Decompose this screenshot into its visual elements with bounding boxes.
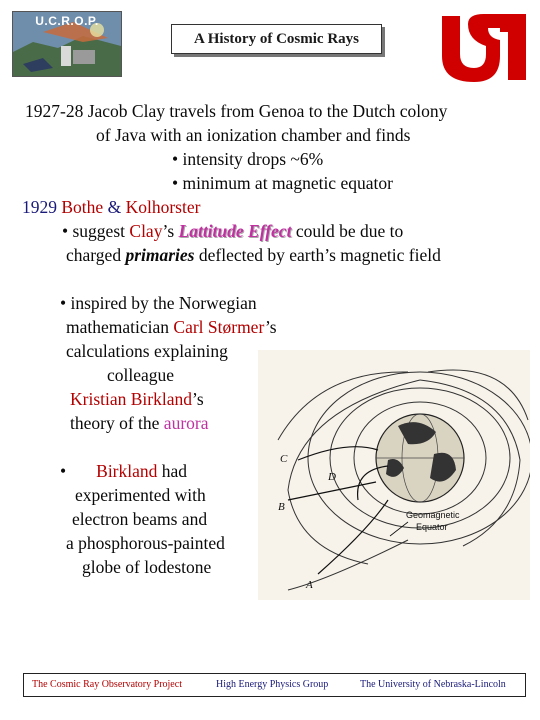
ampersand: &	[103, 197, 126, 217]
possessive: ’s	[162, 221, 179, 241]
primaries-text: primaries	[125, 245, 195, 265]
footer-group: High Energy Physics Group	[216, 679, 329, 690]
intro-line-2: of Java with an ionization chamber and finds	[96, 125, 411, 145]
birkland-line-4: a phosphorous-painted	[66, 533, 225, 553]
label-a: A	[306, 579, 313, 591]
could-be-due: could be due to	[291, 221, 404, 241]
unl-logo	[438, 10, 530, 86]
inspired-line-1: • inspired by the Norwegian	[60, 293, 257, 313]
mathematician-text: mathematician	[66, 317, 174, 337]
footer-bar	[23, 673, 526, 697]
label-c: C	[280, 453, 288, 465]
sec1929-line-1	[62, 220, 403, 242]
footer-university: The University of Nebraska-Lincoln	[360, 679, 506, 690]
suggest-text: • suggest	[62, 221, 130, 241]
clay-name: Clay	[129, 221, 163, 241]
inspired-line-2	[66, 316, 277, 338]
intro-bullet-intensity: • intensity drops ~6%	[172, 149, 324, 169]
birkland-line-3: electron beams and	[72, 509, 208, 529]
crop-logo-text: U.C.R.O.P.	[35, 14, 99, 28]
aurora-word: aurora	[163, 413, 209, 433]
stormer-name: Carl Størmer	[173, 317, 265, 337]
lattitude-effect: Lattitude Effect	[178, 221, 292, 241]
footer-project: The Cosmic Ray Observatory Project	[32, 679, 182, 690]
birkland-line-2: experimented with	[75, 485, 206, 505]
inspired-line-5	[70, 388, 204, 410]
intro-bullet-minimum: • minimum at magnetic equator	[172, 173, 393, 193]
theory-text: theory of the	[70, 413, 164, 433]
birkland-line-5: globe of lodestone	[82, 557, 212, 577]
sec1929-line-2	[66, 244, 441, 266]
equator-label-2: Equator	[416, 522, 448, 532]
bothe-name: Bothe	[61, 197, 104, 217]
inspired-line-6	[70, 412, 209, 434]
inspired-line-3: calculations explaining	[66, 341, 228, 361]
deflected-text: deflected by earth’s magnetic field	[194, 245, 441, 265]
stormer-possessive: ’s	[264, 317, 277, 337]
year-1929: 1929	[22, 197, 62, 217]
magnetic-field-figure	[258, 350, 530, 600]
label-b: B	[278, 501, 285, 513]
charged-text: charged	[66, 245, 126, 265]
birkland-bullet: •	[60, 461, 67, 481]
sec1929-heading	[22, 196, 200, 218]
birkland-possessive: ’s	[192, 389, 204, 409]
had-text: had	[157, 461, 188, 481]
intro-line-1: 1927-28 Jacob Clay travels from Genoa to the Dutch colony	[25, 101, 448, 121]
equator-label-1: Geomagnetic	[406, 510, 460, 520]
birkland-line-1	[60, 460, 187, 482]
birkland-full-name: Kristian Birkland	[70, 389, 192, 409]
kolhorster-name: Kolhorster	[125, 197, 201, 217]
page-title: A History of Cosmic Rays	[171, 24, 382, 54]
crop-logo	[12, 11, 122, 77]
label-d: D	[328, 471, 336, 483]
inspired-line-4: colleague	[107, 365, 175, 385]
globe	[376, 414, 464, 502]
birkland-name: Birkland	[96, 461, 158, 481]
